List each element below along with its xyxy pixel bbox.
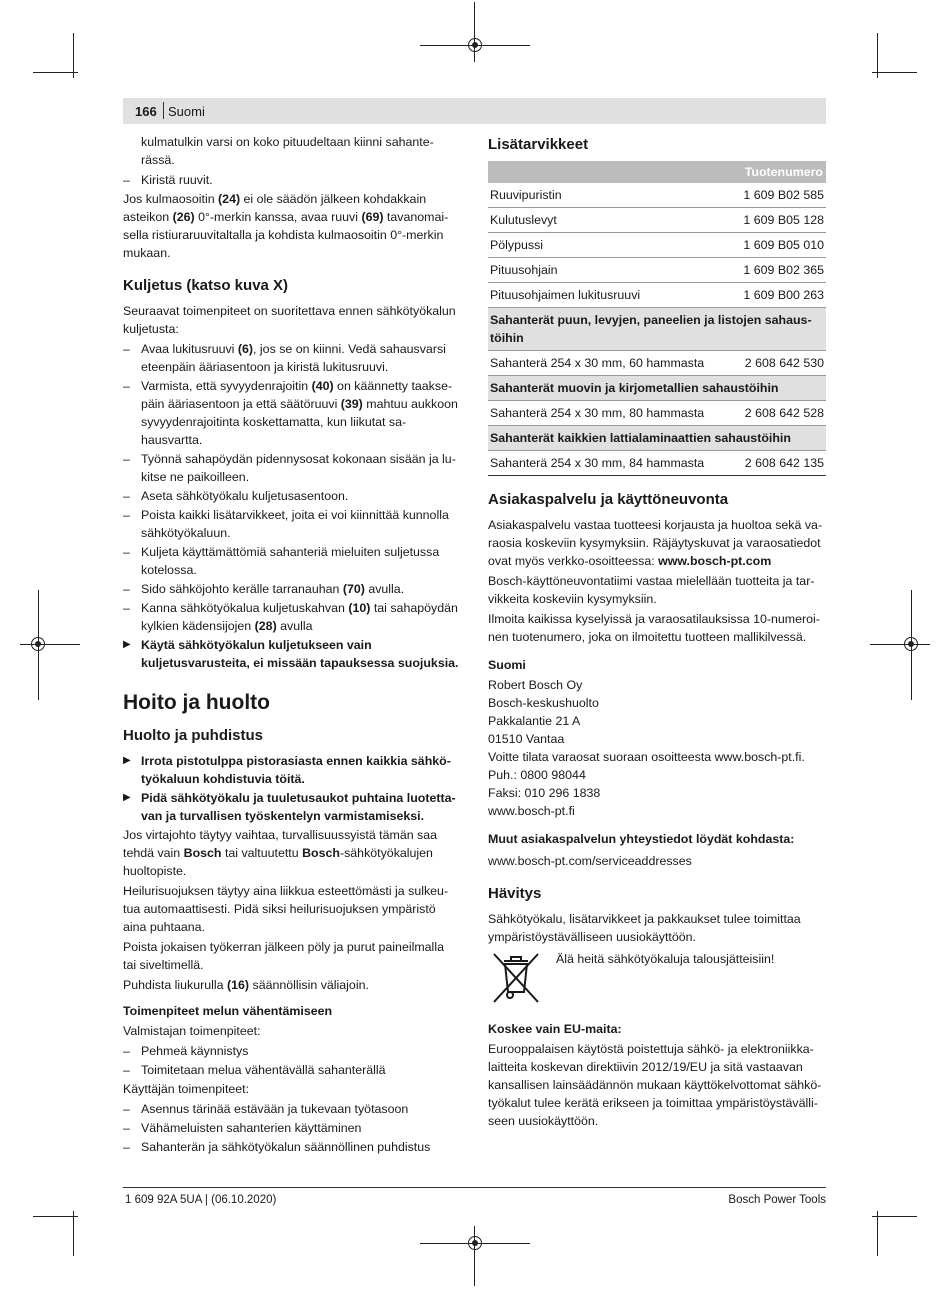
list-item: – Työnnä sahapöydän pidennysosat kokonaan sisään ja lukitse ne paikoilleen. bbox=[123, 450, 459, 486]
customer-service-heading: Asiakaspalvelu ja käyttöneuvonta bbox=[488, 491, 729, 508]
item-name: Sahanterä 254 x 30 mm, 80 hammasta bbox=[488, 401, 728, 426]
item-name: Sahanterä 254 x 30 mm, 84 hammasta bbox=[488, 451, 728, 476]
list-item: – Sahanterän ja sähkötyökalun säännöllinen puhdistus bbox=[123, 1138, 459, 1156]
warning-item: ▶ Pidä sähkötyökalu ja tuuletusaukot puhtaina luotettavan ja turvallisen työskentelyn varmistamiseksi. bbox=[123, 789, 459, 825]
table-row bbox=[488, 283, 826, 308]
text: mahtuu aukkoon syvyydenrajoitinta koskettamatta, kun liikutat sahausvartta. bbox=[141, 397, 458, 447]
service-addresses-link[interactable]: www.bosch-pt.com/serviceaddresses bbox=[488, 854, 692, 868]
item-number: 1 609 B05 128 bbox=[728, 208, 826, 233]
category-row bbox=[488, 426, 826, 451]
page-header bbox=[123, 98, 826, 124]
text: ei ole säädön jälkeen kohdakkain asteikon bbox=[123, 192, 427, 224]
more-contacts-heading: Muut asiakaspalvelun yhteystiedot löydät kohdasta: bbox=[488, 832, 795, 846]
left-column bbox=[123, 133, 459, 1157]
service-warning-list bbox=[123, 752, 459, 825]
text: Jos kulmaosoitin bbox=[123, 192, 219, 206]
service-paragraph bbox=[488, 516, 826, 570]
footer-divider bbox=[123, 1187, 826, 1188]
item-name: Ruuvipuristin bbox=[488, 183, 728, 208]
list-item: – Kuljeta käyttämättömiä sahanteriä mieluiten suljetussa kotelossa. bbox=[123, 543, 459, 579]
item-name: Pituusohjain bbox=[488, 258, 728, 283]
list-item bbox=[123, 580, 459, 598]
item-name: Pituusohjaimen lukitusruuvi bbox=[488, 283, 728, 308]
text: tai sahapöydän kylkien kädensijojen bbox=[141, 601, 458, 633]
list-item: – Kiristä ruuvit. bbox=[123, 171, 459, 189]
table-header-row bbox=[488, 161, 826, 183]
ref-number: (24) bbox=[218, 192, 241, 206]
address-block bbox=[488, 676, 826, 820]
header-divider bbox=[163, 102, 164, 119]
document-code: 1 609 92A 5UA | (06.10.2020) bbox=[125, 1194, 277, 1206]
manufacturer-list bbox=[123, 1042, 459, 1079]
category-label: Sahanterät kaikkien lattialaminaattien sahaustöihin bbox=[488, 426, 826, 451]
transport-warning-list bbox=[123, 636, 459, 672]
transport-list bbox=[123, 340, 459, 635]
list-item: – Poista kaikki lisätarvikkeet, joita ei voi kiinnittää kunnolla sähkötyökaluun. bbox=[123, 506, 459, 542]
weee-text: Älä heitä sähkötyökaluja talousjätteisiin! bbox=[556, 952, 775, 966]
registration-target-icon bbox=[468, 1236, 482, 1250]
address-line: Puh.: 0800 98044 bbox=[488, 768, 586, 782]
table-row bbox=[488, 351, 826, 376]
address-line: Bosch-keskushuolto bbox=[488, 696, 599, 710]
weee-notice bbox=[488, 950, 826, 1006]
item-number: 1 609 B05 010 bbox=[728, 233, 826, 258]
warning-item: ▶ Irrota pistotulppa pistorasiasta ennen kaikkia sähkötyökaluun kohdistuvia töitä. bbox=[123, 752, 459, 788]
service-heading: Huolto ja puhdistus bbox=[123, 727, 263, 744]
page-number: 166 bbox=[135, 104, 157, 119]
item-number: 2 608 642 135 bbox=[728, 451, 826, 476]
right-column bbox=[488, 133, 826, 1132]
table-row bbox=[488, 183, 826, 208]
brand-name: Bosch bbox=[302, 846, 340, 860]
crop-mark bbox=[33, 1216, 78, 1217]
disposal-heading: Hävitys bbox=[488, 885, 542, 902]
text: Jos virtajohto täytyy vaihtaa, turvallisuussyistä tämän saa tehdä vain bbox=[123, 828, 438, 860]
ref-number: (40) bbox=[311, 379, 334, 393]
registration-line bbox=[474, 2, 475, 62]
maintenance-title: Hoito ja huolto bbox=[123, 691, 270, 714]
text: Kanna sähkötyökalua kuljetuskahvan bbox=[141, 601, 349, 615]
list-item bbox=[123, 377, 459, 449]
list-item: – Asennus tärinää estävään ja tukevaan työtasoon bbox=[123, 1100, 459, 1118]
text: on käännetty taaksepäin ääriasentoon ja että säätöruuvi bbox=[141, 379, 453, 411]
text: avulla bbox=[276, 619, 313, 633]
accessories-heading: Lisätarvikkeet bbox=[488, 136, 589, 153]
crop-mark bbox=[872, 72, 917, 73]
table-row bbox=[488, 451, 826, 476]
ref-number: (28) bbox=[254, 619, 277, 633]
manufacturer-label: Valmistajan toimenpiteet: bbox=[123, 1024, 261, 1038]
crop-mark bbox=[872, 1216, 917, 1217]
address-line: Pakkalantie 21 A bbox=[488, 714, 581, 728]
crop-mark bbox=[73, 1211, 74, 1256]
registration-line bbox=[20, 644, 80, 645]
text: , jos se on kiinni. Vedä sahausvarsi eteenpäin ääriasentoon ja kiristä lukitusruuvi. bbox=[141, 342, 446, 374]
text: tai valtuutettu bbox=[221, 846, 303, 860]
disposal-paragraph: Sähkötyökalu, lisätarvikkeet ja pakkaukset tulee toimittaa ympäristöystävälliseen uusiokäyttöön. bbox=[488, 912, 801, 944]
service-paragraph: Bosch-käyttöneuvontatiimi vastaa mielellään tuotteita ja tarvikkeita koskeviin kysymyksiin. bbox=[488, 574, 815, 606]
service-paragraph: Ilmoita kaikissa kyselyissä ja varaosatilauksissa 10-numeroinen tuotenumero, joka on ilmoitettu tuotteen mallikilvessä. bbox=[488, 612, 820, 644]
item-number: 2 608 642 530 bbox=[728, 351, 826, 376]
category-label: Sahanterät puun, levyjen, paneelien ja listojen sahaustöihin bbox=[488, 308, 826, 351]
intro-text: kulmatulkin varsi on koko pituudeltaan kiinni sahante-rässä. bbox=[141, 135, 434, 167]
eu-heading: Koskee vain EU-maita: bbox=[488, 1022, 622, 1036]
text: Avaa lukitusruuvi bbox=[141, 342, 238, 356]
item-number: 2 608 642 528 bbox=[728, 401, 826, 426]
list-item bbox=[123, 599, 459, 635]
ref-number: (39) bbox=[340, 397, 363, 411]
address-line: Faksi: 010 296 1838 bbox=[488, 786, 601, 800]
item-number: 1 609 B02 585 bbox=[728, 183, 826, 208]
transport-intro: Seuraavat toimenpiteet on suoritettava ennen sähkötyökalun kuljetusta: bbox=[123, 304, 456, 336]
ref-number: (10) bbox=[348, 601, 371, 615]
noise-heading: Toimenpiteet melun vähentämiseen bbox=[123, 1004, 333, 1018]
registration-target-icon bbox=[31, 637, 45, 651]
list-item: – Aseta sähkötyökalu kuljetusasentoon. bbox=[123, 487, 459, 505]
ref-number: (69) bbox=[361, 210, 384, 224]
item-name: Sahanterä 254 x 30 mm, 60 hammasta bbox=[488, 351, 728, 376]
address-line: 01510 Vantaa bbox=[488, 732, 565, 746]
category-row bbox=[488, 308, 826, 351]
crop-mark bbox=[33, 72, 78, 73]
table-row bbox=[488, 401, 826, 426]
item-number: 1 609 B02 365 bbox=[728, 258, 826, 283]
cord-paragraph bbox=[123, 826, 459, 880]
slide-paragraph bbox=[123, 976, 459, 994]
table-row bbox=[488, 233, 826, 258]
address-line: Voitte tilata varaosat suoraan osoitteesta www.bosch-pt.fi. bbox=[488, 750, 805, 764]
transport-heading: Kuljetus (katso kuva X) bbox=[123, 277, 289, 294]
text: avulla. bbox=[364, 582, 405, 596]
brand-name: Bosch bbox=[183, 846, 222, 860]
address-line: www.bosch-pt.fi bbox=[488, 804, 575, 818]
registration-line bbox=[870, 644, 930, 645]
text: säännöllisin väliajoin. bbox=[249, 978, 369, 992]
country-heading: Suomi bbox=[488, 658, 526, 672]
text: Asiakaspalvelu vastaa tuotteesi korjausta ja huoltoa sekä varaosia koskeviin kysymyksiin. Räjäytyskuvat ja varaosatiedot ovat myös verkko-osoitteessa: bbox=[488, 518, 823, 568]
text: -sähkötyökalujen huoltopiste. bbox=[123, 846, 433, 878]
address-line: Robert Bosch Oy bbox=[488, 678, 583, 692]
eu-paragraph: Eurooppalaisen käytöstä poistettuja sähkö- ja elektroniikkalaitteita koskevan direktiivin 2012/19/EU ja sitä vastaavan kansallisen lainsäädännön mukaan käyttökelvottomat sähkötyökalut tulee kerätä erikseen ja toimittaa ympäristöystävälliseen uusiokäyttöön. bbox=[488, 1042, 822, 1128]
brand-footer: Bosch Power Tools bbox=[728, 1194, 826, 1206]
angle-paragraph bbox=[123, 190, 459, 262]
ref-number: (16) bbox=[227, 978, 250, 992]
ref-number: (70) bbox=[342, 582, 365, 596]
text: Sido sähköjohto kerälle tarranauhan bbox=[141, 582, 343, 596]
accessories-table bbox=[488, 161, 826, 476]
product-number-header: Tuotenumero bbox=[488, 161, 826, 183]
crop-mark bbox=[877, 1211, 878, 1256]
list-item: – Pehmeä käynnistys bbox=[123, 1042, 459, 1060]
text: tavanomaisella ristiuraruuvitaltalla ja kohdista kulmaosoitin 0°-merkin mukaan. bbox=[123, 210, 449, 260]
dust-paragraph: Poista jokaisen työkerran jälkeen pöly ja purut paineilmalla tai siveltimellä. bbox=[123, 940, 444, 972]
crossed-out-wheelie-bin-icon bbox=[488, 950, 544, 1006]
category-label: Sahanterät muovin ja kirjometallien sahaustöihin bbox=[488, 376, 826, 401]
ref-number: (6) bbox=[237, 342, 254, 356]
list-item bbox=[123, 340, 459, 376]
intro-list bbox=[123, 171, 459, 189]
page-language: Suomi bbox=[168, 104, 205, 119]
warning-item: ▶ Käytä sähkötyökalun kuljetukseen vain kuljetusvarusteita, ei missään tapauksessa suojuksia. bbox=[123, 636, 459, 672]
list-item: – Toimitetaan melua vähentävällä sahanterällä bbox=[123, 1061, 459, 1079]
text: Varmista, että syvyydenrajoitin bbox=[141, 379, 312, 393]
category-row bbox=[488, 376, 826, 401]
text: 0°-merkin kanssa, avaa ruuvi bbox=[194, 210, 362, 224]
user-list bbox=[123, 1100, 459, 1156]
table-row bbox=[488, 208, 826, 233]
item-name: Kulutuslevyt bbox=[488, 208, 728, 233]
website-link[interactable]: www.bosch-pt.com bbox=[658, 554, 772, 568]
table-row bbox=[488, 258, 826, 283]
registration-line bbox=[474, 1226, 475, 1286]
item-name: Pölypussi bbox=[488, 233, 728, 258]
guard-paragraph: Heilurisuojuksen täytyy aina liikkua esteettömästi ja sulkeutua automaattisesti. Pidä siksi heilurisuojuksen ympäristö aina puhtaana. bbox=[123, 884, 449, 934]
list-item: – Vähämeluisten sahanterien käyttäminen bbox=[123, 1119, 459, 1137]
registration-target-icon bbox=[904, 637, 918, 651]
registration-target-icon bbox=[468, 38, 482, 52]
user-label: Käyttäjän toimenpiteet: bbox=[123, 1082, 250, 1096]
text: Puhdista liukurulla bbox=[123, 978, 228, 992]
item-number: 1 609 B00 263 bbox=[728, 283, 826, 308]
ref-number: (26) bbox=[172, 210, 195, 224]
